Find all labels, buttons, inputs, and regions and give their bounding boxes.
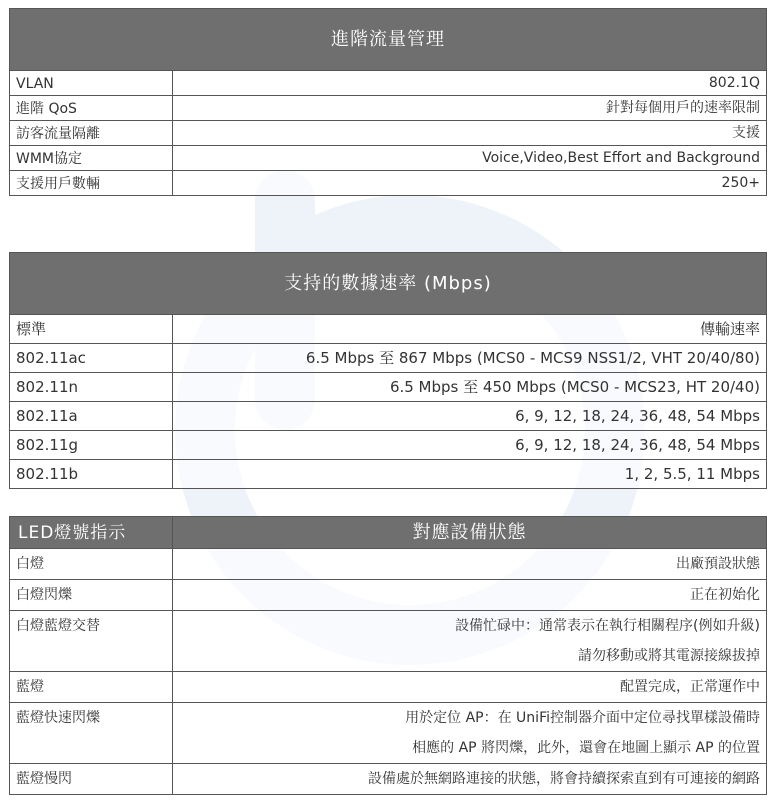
table-row [10, 121, 767, 146]
table-row [10, 171, 767, 196]
row-label: WMM協定 [10, 146, 173, 171]
table-row [10, 71, 767, 96]
row-label: VLAN [10, 71, 173, 96]
led-status: 出廠預設狀態 [676, 556, 760, 572]
row-label: 802.11b [10, 460, 173, 489]
led-status: 用於定位 AP：在 UniFi控制器介面中定位尋找單樣設備時 [405, 710, 760, 726]
data-rates-table [9, 252, 767, 489]
traffic-table-title: 進階流量管理 [10, 9, 767, 71]
table-row [10, 611, 767, 672]
table-row [10, 315, 767, 344]
led-label: 白燈閃爍 [10, 580, 173, 611]
row-value: 傳輸速率 [173, 315, 767, 344]
led-label: 藍燈快速閃爍 [10, 703, 173, 764]
row-value: 1, 2, 5.5, 11 Mbps [173, 460, 767, 489]
traffic-management-table [9, 8, 767, 196]
table-row [10, 373, 767, 402]
led-status: 配置完成，正常運作中 [620, 679, 760, 695]
led-label: 藍燈慢閃 [10, 764, 173, 795]
table-row [10, 549, 767, 580]
table-row [10, 764, 767, 795]
row-value: 250+ [173, 171, 767, 196]
table-row [10, 672, 767, 703]
table-row [10, 703, 767, 764]
table-row [10, 431, 767, 460]
row-label: 802.11a [10, 402, 173, 431]
row-value: 802.1Q [173, 71, 767, 96]
row-label: 進階 QoS [10, 96, 173, 121]
led-label: 白燈 [10, 549, 173, 580]
led-label: 白燈藍燈交替 [10, 611, 173, 672]
led-status-note: 請勿移動或將其電源接線拔掉 [578, 648, 760, 664]
led-status: 正在初始化 [690, 587, 760, 603]
led-status-table [9, 516, 767, 795]
row-value: 支援 [173, 121, 767, 146]
row-value: Voice,Video,Best Effort and Background [173, 146, 767, 171]
row-label: 802.11ac [10, 344, 173, 373]
table-row [10, 96, 767, 121]
table-row [10, 402, 767, 431]
row-label: 802.11g [10, 431, 173, 460]
status-column-header: 對應設備狀態 [173, 517, 767, 549]
led-label: 藍燈 [10, 672, 173, 703]
led-column-header: LED燈號指示 [10, 517, 173, 549]
row-value: 6.5 Mbps 至 450 Mbps (MCS0 - MCS23, HT 20/40) [173, 373, 767, 402]
table-row [10, 344, 767, 373]
led-status: 設備忙碌中：通常表示在執行相關程序(例如升級) [455, 618, 760, 634]
table-row [10, 580, 767, 611]
row-value: 針對每個用戶的速率限制 [173, 96, 767, 121]
table-row [10, 146, 767, 171]
row-label: 支援用戶數輛 [10, 171, 173, 196]
rates-table-title: 支持的數據速率 (Mbps) [10, 253, 767, 315]
led-status-note: 相應的 AP 將閃爍，此外，還會在地圖上顯示 AP 的位置 [412, 740, 760, 756]
row-value: 6.5 Mbps 至 867 Mbps (MCS0 - MCS9 NSS1/2, VHT 20/40/80) [173, 344, 767, 373]
row-label: 802.11n [10, 373, 173, 402]
table-row [10, 460, 767, 489]
row-value: 6, 9, 12, 18, 24, 36, 48, 54 Mbps [173, 402, 767, 431]
row-label: 訪客流量隔離 [10, 121, 173, 146]
led-status: 設備處於無網路連接的狀態，將會持續探索直到有可連接的網路 [368, 771, 760, 787]
row-value: 6, 9, 12, 18, 24, 36, 48, 54 Mbps [173, 431, 767, 460]
row-label: 標準 [10, 315, 173, 344]
